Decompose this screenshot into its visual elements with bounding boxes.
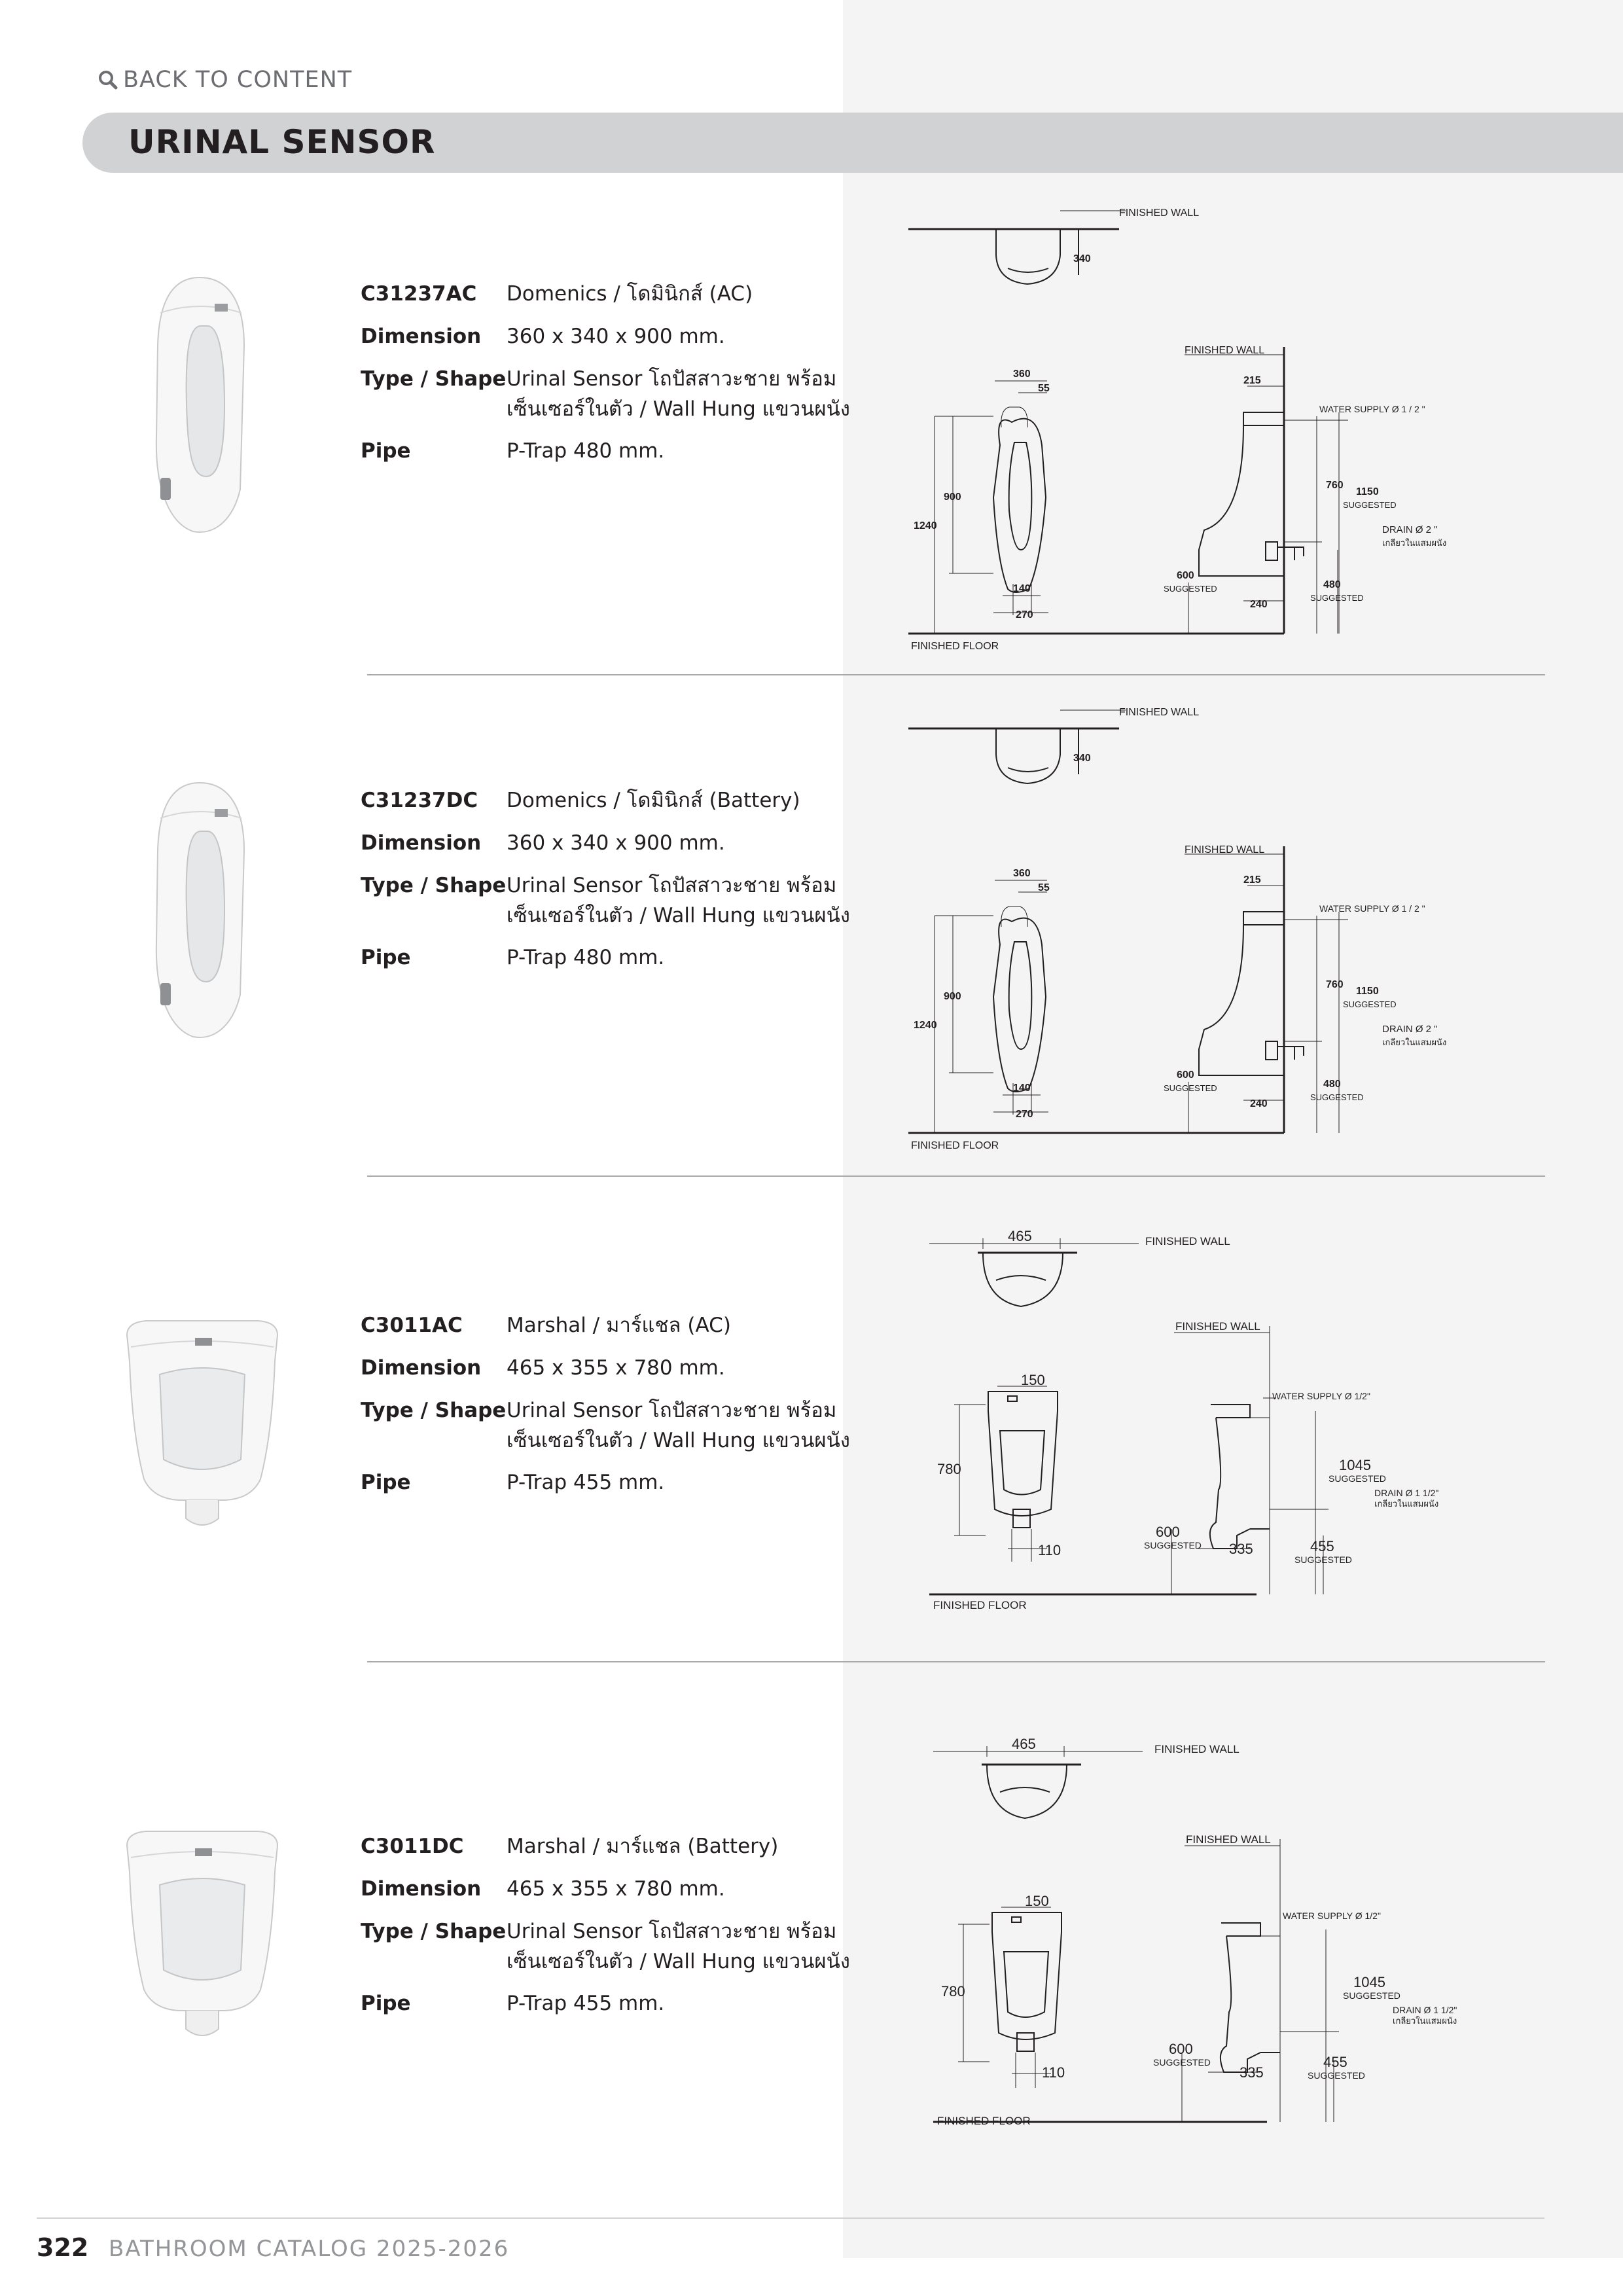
- dim-465: 465: [1008, 1228, 1032, 1244]
- urinal-domenics-photo: [147, 274, 252, 535]
- dimension-label: Dimension: [361, 325, 482, 348]
- dimension-label: Dimension: [361, 831, 482, 855]
- product-code: C3011DC: [361, 1835, 464, 1858]
- dim-455: 455: [1310, 1538, 1334, 1554]
- search-icon: [98, 70, 118, 90]
- product-name: Marshal / มาร์แชล (Battery): [507, 1835, 779, 1858]
- technical-drawing-domenics: [903, 196, 1492, 668]
- finished-floor-label: FINISHED FLOOR: [937, 2115, 1031, 2127]
- dimension-value: 465 x 355 x 780 mm.: [507, 1877, 725, 1901]
- dimension-label: Dimension: [361, 1356, 482, 1380]
- dim-55: 55: [1038, 383, 1050, 394]
- dim-1240: 1240: [914, 520, 937, 531]
- dim-340: 340: [1073, 753, 1091, 764]
- pipe-label: Pipe: [361, 439, 411, 463]
- dim-780: 780: [937, 1461, 961, 1477]
- pipe-label: Pipe: [361, 946, 411, 969]
- pipe-value: P-Trap 455 mm.: [507, 1992, 665, 2015]
- dim-480: 480: [1323, 579, 1341, 590]
- back-to-content-link[interactable]: [98, 64, 352, 96]
- drain-label: DRAIN Ø 2 ": [1382, 524, 1438, 535]
- finished-wall-side-label: FINISHED WALL: [1186, 1833, 1271, 1846]
- type-shape-value-line1: Urinal Sensor โถปัสสาวะชาย พร้อม: [507, 1399, 837, 1422]
- technical-drawing-marshal-battery: [927, 1729, 1496, 2135]
- finished-floor-label: FINISHED FLOOR: [911, 1140, 999, 1151]
- dimension-value: 360 x 340 x 900 mm.: [507, 325, 725, 348]
- finished-wall-top-label: FINISHED WALL: [1119, 707, 1200, 718]
- water-supply-label: WATER SUPPLY Ø 1 / 2 ": [1319, 404, 1425, 414]
- dim-140: 140: [1013, 1083, 1031, 1094]
- suggested-1045: SUGGESTED: [1329, 1473, 1386, 1484]
- drain-label: DRAIN Ø 2 ": [1382, 1024, 1438, 1035]
- pipe-value: P-Trap 480 mm.: [507, 439, 665, 463]
- suggested-1045: SUGGESTED: [1343, 1990, 1400, 2001]
- dim-335: 335: [1229, 1541, 1253, 1557]
- type-shape-label: Type / Shape: [361, 1399, 507, 1422]
- drain-label: DRAIN Ø 1 1/2": [1374, 1488, 1439, 1498]
- type-shape-label: Type / Shape: [361, 874, 507, 897]
- dim-340: 340: [1073, 253, 1091, 264]
- finished-wall-top-label: FINISHED WALL: [1154, 1743, 1240, 1755]
- type-shape-value-line2: เซ็นเซอร์ในตัว / Wall Hung แขวนผนัง: [507, 397, 850, 421]
- finished-wall-side-label: FINISHED WALL: [1175, 1320, 1260, 1333]
- dim-465: 465: [1012, 1736, 1036, 1752]
- dim-150: 150: [1021, 1372, 1045, 1388]
- suggested-600: SUGGESTED: [1153, 2057, 1211, 2068]
- dim-240: 240: [1250, 1098, 1268, 1109]
- dim-1150: 1150: [1356, 986, 1379, 997]
- urinal-marshal-battery-photo: [120, 1826, 284, 2042]
- suggested-480: SUGGESTED: [1310, 593, 1364, 603]
- dim-600: 600: [1156, 1524, 1180, 1540]
- dim-455: 455: [1323, 2054, 1347, 2070]
- suggested-600: SUGGESTED: [1164, 1083, 1217, 1093]
- dim-780: 780: [941, 1983, 965, 2000]
- product-code: C3011AC: [361, 1314, 463, 1337]
- dim-480: 480: [1323, 1079, 1341, 1090]
- type-shape-value-line1: Urinal Sensor โถปัสสาวะชาย พร้อม: [507, 874, 837, 897]
- suggested-480: SUGGESTED: [1310, 1092, 1364, 1102]
- drain-thai-label: เกลียวในแสมผนัง: [1382, 538, 1447, 548]
- product-name: Marshal / มาร์แชล (AC): [507, 1314, 731, 1337]
- drain-thai-label: เกลียวในแสมผนัง: [1393, 2016, 1457, 2026]
- pipe-value: P-Trap 480 mm.: [507, 946, 665, 969]
- dim-270: 270: [1016, 1109, 1033, 1120]
- suggested-1150: SUGGESTED: [1343, 999, 1397, 1009]
- suggested-600: SUGGESTED: [1164, 584, 1217, 594]
- dim-270: 270: [1016, 609, 1033, 620]
- dim-1150: 1150: [1356, 486, 1379, 497]
- dim-1045: 1045: [1339, 1457, 1371, 1473]
- urinal-domenics-battery-photo: [147, 779, 252, 1041]
- drain-thai-label: เกลียวในแสมผนัง: [1382, 1037, 1447, 1047]
- dim-55: 55: [1038, 882, 1050, 893]
- catalog-title: BATHROOM CATALOG 2025-2026: [109, 2236, 510, 2262]
- dim-215: 215: [1243, 874, 1261, 886]
- drain-label: DRAIN Ø 1 1/2": [1393, 2005, 1457, 2015]
- dim-760: 760: [1326, 480, 1344, 491]
- suggested-455: SUGGESTED: [1294, 1554, 1352, 1565]
- type-shape-label: Type / Shape: [361, 1920, 507, 1943]
- dim-760: 760: [1326, 979, 1344, 990]
- finished-floor-label: FINISHED FLOOR: [911, 641, 999, 652]
- dim-110: 110: [1042, 2064, 1065, 2081]
- dim-335: 335: [1240, 2064, 1264, 2081]
- finished-wall-side-label: FINISHED WALL: [1185, 345, 1265, 356]
- finished-wall-top-label: FINISHED WALL: [1145, 1235, 1230, 1247]
- dim-150: 150: [1025, 1893, 1049, 1909]
- dim-1045: 1045: [1353, 1974, 1385, 1990]
- type-shape-label: Type / Shape: [361, 367, 507, 391]
- type-shape-value-line1: Urinal Sensor โถปัสสาวะชาย พร้อม: [507, 367, 837, 391]
- urinal-marshal-photo: [120, 1316, 284, 1532]
- technical-drawing-marshal: [923, 1221, 1492, 1621]
- product-name: Domenics / โดมินิกส์ (Battery): [507, 789, 800, 812]
- finished-wall-top-label: FINISHED WALL: [1119, 207, 1200, 219]
- product-code: C31237DC: [361, 789, 478, 812]
- section-divider: [367, 1175, 1545, 1177]
- dim-900: 900: [944, 492, 961, 503]
- dimension-label: Dimension: [361, 1877, 482, 1901]
- dim-600: 600: [1177, 570, 1194, 581]
- type-shape-value-line1: Urinal Sensor โถปัสสาวะชาย พร้อม: [507, 1920, 837, 1943]
- section-title-bar: [82, 113, 1623, 173]
- water-supply-label: WATER SUPPLY Ø 1 / 2 ": [1319, 903, 1425, 914]
- dim-360: 360: [1013, 868, 1031, 879]
- dim-600: 600: [1177, 1069, 1194, 1081]
- suggested-1150: SUGGESTED: [1343, 500, 1397, 510]
- section-divider: [367, 1661, 1545, 1662]
- section-divider: [367, 674, 1545, 675]
- suggested-600: SUGGESTED: [1144, 1540, 1202, 1551]
- water-supply-label: WATER SUPPLY Ø 1/2": [1272, 1391, 1370, 1401]
- type-shape-value-line2: เซ็นเซอร์ในตัว / Wall Hung แขวนผนัง: [507, 1950, 850, 1973]
- finished-wall-side-label: FINISHED WALL: [1185, 844, 1265, 855]
- dim-1240: 1240: [914, 1020, 937, 1031]
- product-code: C31237AC: [361, 282, 477, 306]
- dim-600: 600: [1169, 2041, 1193, 2057]
- water-supply-label: WATER SUPPLY Ø 1/2": [1283, 1910, 1381, 1921]
- technical-drawing-domenics-battery: [903, 696, 1492, 1167]
- suggested-455: SUGGESTED: [1308, 2070, 1365, 2081]
- dim-140: 140: [1013, 583, 1031, 594]
- back-to-content-label: BACK TO CONTENT: [123, 67, 353, 93]
- footer-divider: [37, 2217, 1544, 2219]
- page-number: 322: [37, 2233, 89, 2262]
- dim-240: 240: [1250, 599, 1268, 610]
- pipe-label: Pipe: [361, 1471, 411, 1494]
- dim-215: 215: [1243, 375, 1261, 386]
- type-shape-value-line2: เซ็นเซอร์ในตัว / Wall Hung แขวนผนัง: [507, 1429, 850, 1452]
- dimension-value: 465 x 355 x 780 mm.: [507, 1356, 725, 1380]
- page-title: URINAL SENSOR: [128, 123, 436, 161]
- product-name: Domenics / โดมินิกส์ (AC): [507, 282, 753, 306]
- finished-floor-label: FINISHED FLOOR: [933, 1599, 1027, 1611]
- dim-900: 900: [944, 991, 961, 1002]
- pipe-label: Pipe: [361, 1992, 411, 2015]
- drain-thai-label: เกลียวในแสมผนัง: [1374, 1499, 1439, 1509]
- type-shape-value-line2: เซ็นเซอร์ในตัว / Wall Hung แขวนผนัง: [507, 904, 850, 927]
- dim-360: 360: [1013, 368, 1031, 380]
- dim-110: 110: [1038, 1542, 1061, 1558]
- pipe-value: P-Trap 455 mm.: [507, 1471, 665, 1494]
- dimension-value: 360 x 340 x 900 mm.: [507, 831, 725, 855]
